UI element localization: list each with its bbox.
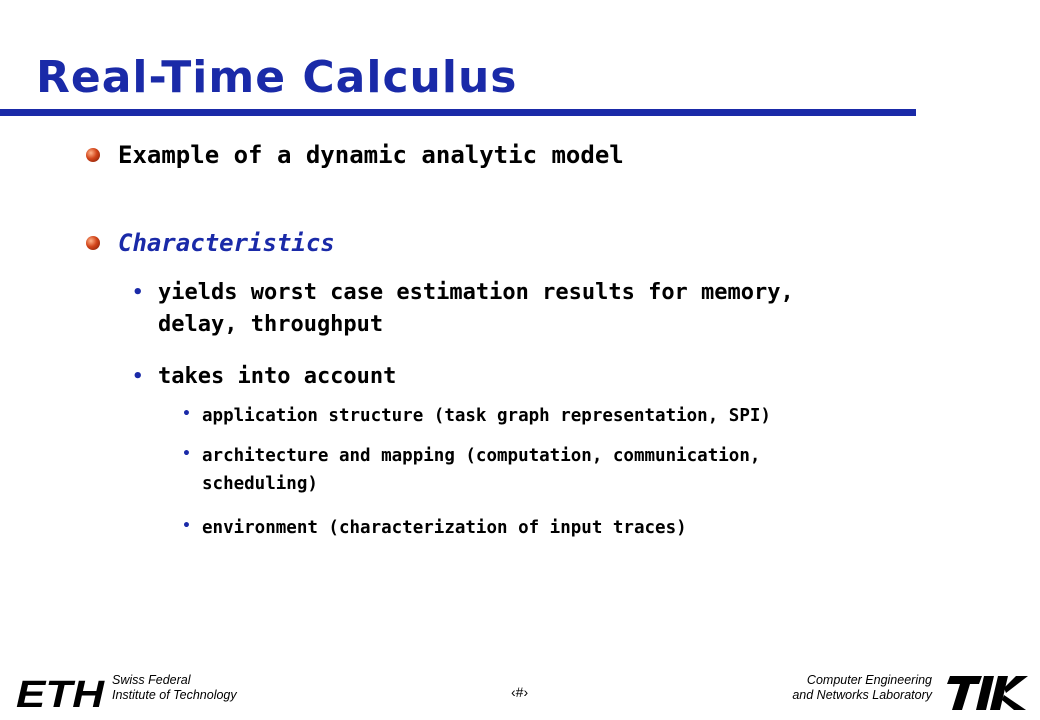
- slide-title: Real-Time Calculus: [36, 52, 518, 103]
- sub-bullet-worst-case: [158, 277, 794, 341]
- sub-sub-bullet-dot-icon: •: [182, 406, 191, 422]
- sub-bullet-account: takes into account: [158, 364, 397, 389]
- sub-bullet-dot-icon: •: [132, 282, 144, 303]
- bullet-dynamic-model: Example of a dynamic analytic model: [118, 141, 624, 169]
- footer-lab: [740, 673, 932, 703]
- svg-text:ETH: ETH: [16, 674, 106, 712]
- sub-sub-bullet-application: application structure (task graph representation, SPI): [202, 406, 771, 426]
- sub-sub-bullet-dot-icon: •: [182, 518, 191, 534]
- footer-institution-line2: Institute of Technology: [112, 688, 237, 702]
- bullet-ball-icon: [86, 236, 100, 250]
- bullet-characteristics: Characteristics: [118, 229, 335, 257]
- sub-sub-bullet-dot-icon: •: [182, 446, 191, 462]
- sub-sub-bullet-architecture-line1: architecture and mapping (computation, communication,: [202, 446, 761, 466]
- sub-bullet-dot-icon: •: [132, 366, 144, 387]
- eth-logo-icon: [14, 674, 106, 712]
- sub-bullet-worst-case-line2: delay, throughput: [158, 312, 384, 337]
- title-underline: [0, 109, 916, 116]
- bullet-ball-icon: [86, 148, 100, 162]
- footer-lab-line1: Computer Engineering: [806, 673, 932, 687]
- footer-institution-line1: Swiss Federal: [112, 673, 191, 687]
- footer-lab-line2: and Networks Laboratory: [792, 688, 932, 702]
- sub-bullet-worst-case-line1: yields worst case estimation results for memory,: [158, 280, 794, 305]
- sub-sub-bullet-architecture-line2: scheduling): [202, 474, 318, 494]
- tik-logo-icon: [944, 674, 1030, 712]
- sub-sub-bullet-architecture: [202, 442, 760, 498]
- page-number: ‹#›: [511, 684, 529, 700]
- footer-institution: [112, 673, 237, 703]
- sub-sub-bullet-environment: environment (characterization of input traces): [202, 518, 687, 538]
